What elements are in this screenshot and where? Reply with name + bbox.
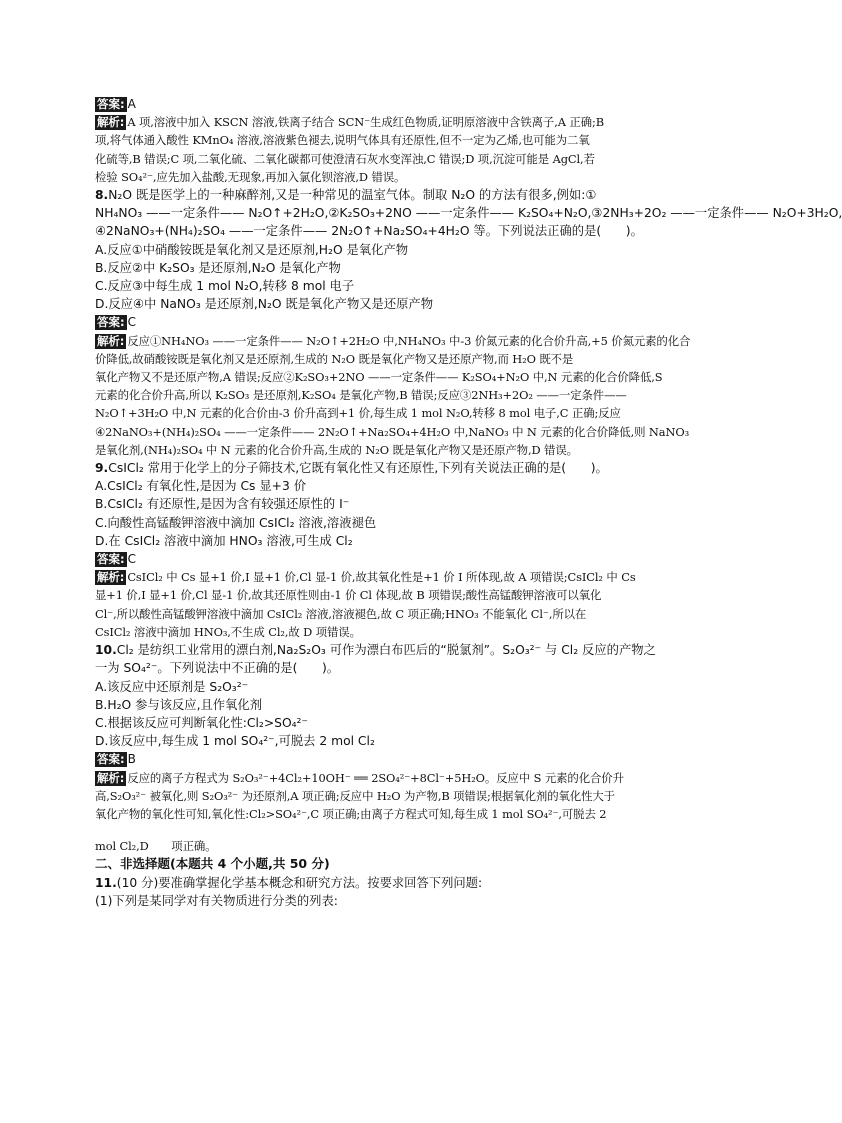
explanation-line [95,769,700,787]
question-number: 11. [95,875,117,890]
explanation-block [95,332,700,459]
question-text: 一为 SO₄²⁻。下列说法中不正确的是( )。 [95,661,340,676]
answer-line [95,95,700,113]
explanation-line [95,332,700,350]
option-item: C.根据该反应可判断氧化性:Cl₂>SO₄²⁻ [95,715,308,730]
explanation-line [95,837,700,855]
answer-tag: 答案: [97,97,125,111]
question-line [95,459,700,477]
option-item: B.反应②中 K₂SO₃ 是还原剂,N₂O 是氧化产物 [95,260,341,275]
explanation-line [95,168,700,186]
explanation-tag: 解析: [97,333,125,348]
explanation-line [95,386,700,404]
question-line [95,874,700,892]
question-line [95,892,700,910]
question-stem [95,641,700,677]
explanation-text: 是氧化剂,(NH₄)₂SO₄ 中 N 元素的化合价升高,生成的 N₂O 既是氧化产物又是还原产物,D 错误。 [95,442,578,457]
explanation-line [95,113,700,131]
explanation-text: Cl⁻,所以酸性高锰酸钾溶液中滴加 CsICl₂ 溶液,溶液褪色,故 C 项正确;HNO₃ 不能氧化 Cl⁻,所以在 [95,606,587,621]
explanation-text: 氧化产物又不是还原产物,A 错误;反应②K₂SO₃+2NO ——一定条件—— K₂SO₄+N₂O 中,N 元素的化合价降低,S [95,370,663,385]
answer-tag: 答案: [97,752,125,767]
answer-tag: 答案: [97,552,125,567]
explanation-tag: 解析: [97,570,125,585]
explanation-line [95,586,700,604]
explanation-text: 元素的化合价升高,所以 K₂SO₃ 是还原剂,K₂SO₄ 是氧化产物,B 错误;反应③2NH₃+2O₂ ——一定条件—— [95,388,627,403]
explanation-block [95,113,700,186]
question-text: N₂O 既是医学上的一种麻醉剂,又是一种常见的温室气体。制取 N₂O 的方法有很多,例如:① [108,188,597,203]
question-line [95,204,842,222]
option-item: D.在 CsICl₂ 溶液中滴加 HNO₃ 溶液,可生成 Cl₂ [95,533,353,548]
question-line [95,659,700,677]
question-stem [95,874,700,910]
question-text: (10 分)要准确掌握化学基本概念和研究方法。按要求回答下列问题: [116,875,483,890]
question-text: NH₄NO₃ ——一定条件—— N₂O↑+2H₂O,②K₂SO₃+2NO ——一定条件—— K₂SO₄+N₂O,③2NH₃+2O₂ ——一定条件—— N₂O+3H₂O, [95,206,842,221]
explanation-line [95,823,700,837]
option-item: A.该反应中还原剂是 S₂O₃²⁻ [95,679,249,694]
question-text: Cl₂ 是纺织工业常用的漂白剂,Na₂S₂O₃ 可作为漂白布匹后的“脱氯剂”。S₂O₃²⁻ 与 Cl₂ 反应的产物之 [116,643,656,658]
explanation-line [95,623,700,641]
answer-value: B [127,752,136,767]
explanation-text: mol Cl₂,D 项正确。 [95,839,217,854]
option-list [95,477,700,550]
explanation-tag: 解析: [97,115,125,130]
document-page [95,95,842,910]
answer-line [95,750,700,768]
option-item: B.CsICl₂ 有还原性,是因为含有较强还原性的 I⁻ [95,497,350,512]
option-list [95,241,700,314]
explanation-text: 高,S₂O₃²⁻ 被氧化,则 S₂O₃²⁻ 为还原剂,A 项正确;反应中 H₂O 为产物,B 项错误;根据氧化剂的氧化性大于 [95,788,615,803]
explanation-text: 反应①NH₄NO₃ ——一定条件—— N₂O↑+2H₂O 中,NH₄NO₃ 中-3 价氮元素的化合价升高,+5 价氮元素的化合 [127,333,691,348]
option-item: C.向酸性高锰酸钾溶液中滴加 CsICl₂ 溶液,溶液褪色 [95,515,377,530]
question-number: 9. [95,461,109,476]
explanation-text: 氧化产物的氧化性可知,氧化性:Cl₂>SO₄²⁻,C 项正确;由离子方程式可知,每生成 1 mol SO₄²⁻,可脱去 2 [95,806,607,821]
explanation-line [95,605,700,623]
option-item: C.反应③中每生成 1 mol N₂O,转移 8 mol 电子 [95,279,355,294]
question-number: 8. [95,188,109,203]
question-text: ④2NaNO₃+(NH₄)₂SO₄ ——一定条件—— 2N₂O↑+Na₂SO₄+4H₂O 等。下列说法正确的是( )。 [95,224,643,239]
explanation-line [95,131,700,149]
explanation-line [95,150,700,168]
option-item: B.H₂O 参与该反应,且作氧化剂 [95,697,262,712]
explanation-text: CsICl₂ 溶液中滴加 HNO₃,不生成 Cl₂,故 D 项错误。 [95,624,361,639]
question-text: CsICl₂ 常用于化学上的分子筛技术,它既有氧化性又有还原性,下列有关说法正确的是( )。 [108,461,608,476]
explanation-text: 项,将气体通入酸性 KMnO₄ 溶液,溶液紫色褪去,说明气体具有还原性,但不一定为乙烯,也可能为二氧 [95,133,590,148]
answer-line [95,550,700,568]
question-text: (1)下列是某同学对有关物质进行分类的列表: [95,893,338,908]
explanation-block [95,769,700,856]
explanation-line [95,350,700,368]
answer-value: A [127,97,136,111]
explanation-line [95,423,700,441]
explanation-text: 价降低,故硝酸铵既是氧化剂又是还原剂,生成的 N₂O 既是氧化产物又是还原产物,而 H₂O 既不是 [95,351,574,366]
answer-line [95,313,700,331]
option-item: A.反应①中硝酸铵既是氧化剂又是还原剂,H₂O 是氧化产物 [95,242,409,257]
explanation-text: 反应的离子方程式为 S₂O₃²⁻+4Cl₂+10OH⁻ ══ 2SO₄²⁻+8Cl⁻+5H₂O。反应中 S 元素的化合价升 [127,770,624,785]
explanation-line [95,568,700,586]
explanation-text: ④2NaNO₃+(NH₄)₂SO₄ ——一定条件—— 2N₂O↑+Na₂SO₄+4H₂O 中,NaNO₃ 中 N 元素的化合价降低,则 NaNO₃ [95,424,690,439]
question-stem [95,186,842,241]
section-heading: 二、非选择题(本题共 4 个小题,共 50 分) [95,856,330,872]
explanation-text: N₂O↑+3H₂O 中,N 元素的化合价由-3 价升高到+1 价,每生成 1 mol N₂O,转移 8 mol 电子,C 正确;反应 [95,406,621,421]
explanation-line [95,805,700,823]
option-list [95,678,700,751]
explanation-line [95,441,700,459]
answer-value: C [127,315,136,330]
explanation-text: 检验 SO₄²⁻,应先加入盐酸,无现象,再加入氯化钡溶液,D 错误。 [95,169,406,184]
question-line [95,641,700,659]
question-line [95,186,700,204]
answer-value: C [127,552,136,567]
option-item: D.该反应中,每生成 1 mol SO₄²⁻,可脱去 2 mol Cl₂ [95,734,375,749]
explanation-text: 化硫等,B 错误;C 项,二氧化硫、二氧化碳都可使澄清石灰水变浑浊,C 错误;D 项,沉淀可能是 AgCl,若 [95,151,595,166]
explanation-text: 显+1 价,I 显+1 价,Cl 显-1 价,故其还原性则由-1 价 Cl 体现,故 B 项错误;酸性高锰酸钾溶液可以氧化 [95,588,602,603]
question-stem [95,459,700,477]
explanation-tag: 解析: [97,770,125,785]
explanation-line [95,404,700,422]
question-line [95,222,700,240]
option-item: A.CsICl₂ 有氧化性,是因为 Cs 显+3 价 [95,479,306,494]
question-number: 10. [95,643,117,658]
explanation-text: A 项,溶液中加入 KSCN 溶液,铁离子结合 SCN⁻生成红色物质,证明原溶液中含铁离子,A 正确;B [127,115,604,130]
explanation-line [95,787,700,805]
explanation-block [95,568,700,641]
option-item: D.反应④中 NaNO₃ 是还原剂,N₂O 既是氧化产物又是还原产物 [95,297,434,312]
explanation-text: CsICl₂ 中 Cs 显+1 价,I 显+1 价,Cl 显-1 价,故其氧化性是+1 价 I 所体现,故 A 项错误;CsICl₂ 中 Cs [127,570,636,585]
explanation-line [95,368,700,386]
answer-tag: 答案: [97,315,125,330]
